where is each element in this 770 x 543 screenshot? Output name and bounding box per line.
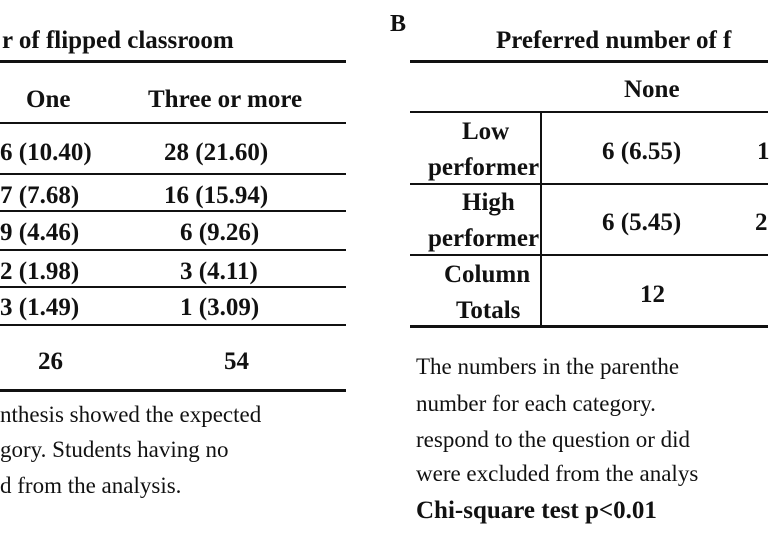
table-a-row2-col2: 16 (15.94) xyxy=(164,182,269,209)
panel-b-label: B xyxy=(390,11,407,37)
table-panel-a xyxy=(0,0,352,543)
table-b-title: Preferred number of f xyxy=(496,27,732,54)
table-b-note-line: number for each category. xyxy=(416,391,656,416)
table-b-top-rule xyxy=(410,60,768,63)
table-a-header-rule xyxy=(0,122,346,124)
table-a-top-rule xyxy=(0,60,346,63)
table-a-row-rule xyxy=(0,286,346,288)
table-b-row3-label-line1: Column xyxy=(444,261,531,288)
table-b-stat-result: Chi-square test p<0.01 xyxy=(416,497,657,524)
table-b-note-line: were excluded from the analys xyxy=(416,461,699,486)
table-a-row-rule xyxy=(0,324,346,326)
table-a-header-three-or-more: Three or more xyxy=(148,86,303,113)
table-a-total-col1: 26 xyxy=(38,348,63,375)
table-a-row-rule xyxy=(0,249,346,251)
table-b-note-line: The numbers in the parenthe xyxy=(416,354,680,379)
table-a-header-one: One xyxy=(26,86,71,113)
table-b-header-rule xyxy=(410,111,768,113)
table-b-row1-next: 1 xyxy=(757,138,770,165)
table-a-total-col2: 54 xyxy=(224,348,249,375)
table-b-column-divider xyxy=(540,111,542,326)
table-b-row2-label-line2: performer xyxy=(428,225,540,252)
table-a-note-line: d from the analysis. xyxy=(0,473,182,498)
table-a-bottom-rule xyxy=(0,389,346,392)
table-b-row1-none: 6 (6.55) xyxy=(602,138,682,165)
table-a-row1-col1: 6 (10.40) xyxy=(0,139,92,166)
table-b-row3-none: 12 xyxy=(640,281,665,308)
table-b-row1-label-line2: performer xyxy=(428,154,540,181)
table-b-row-rule xyxy=(410,183,768,185)
table-b-row3-label-line2: Totals xyxy=(456,297,521,324)
table-a-row-rule xyxy=(0,173,346,175)
table-a-row4-col2: 3 (4.11) xyxy=(180,258,258,285)
table-b-header-none: None xyxy=(624,76,680,103)
table-b-row2-next: 2 xyxy=(755,209,768,236)
table-b-bottom-rule xyxy=(410,325,768,328)
table-panel-b xyxy=(352,0,768,543)
table-a-row4-col1: 2 (1.98) xyxy=(0,258,80,285)
table-b-row1-label-line1: Low xyxy=(462,118,510,145)
table-a-row5-col2: 1 (3.09) xyxy=(180,294,260,321)
table-a-row2-col1: 7 (7.68) xyxy=(0,182,80,209)
table-b-note-line: respond to the question or did xyxy=(416,427,691,452)
table-a-note-line: gory. Students having no xyxy=(0,437,229,462)
table-a-row3-col2: 6 (9.26) xyxy=(180,219,260,246)
table-a-row3-col1: 9 (4.46) xyxy=(0,219,80,246)
table-b-row-rule xyxy=(410,254,768,256)
table-a-row-rule xyxy=(0,210,346,212)
table-b-row2-label-line1: High xyxy=(462,189,515,216)
table-a-title: r of flipped classroom xyxy=(2,27,234,54)
table-a-row5-col1: 3 (1.49) xyxy=(0,294,80,321)
table-b-row2-none: 6 (5.45) xyxy=(602,209,682,236)
table-a-note-line: nthesis showed the expected xyxy=(0,402,262,427)
table-a-row1-col2: 28 (21.60) xyxy=(164,139,269,166)
